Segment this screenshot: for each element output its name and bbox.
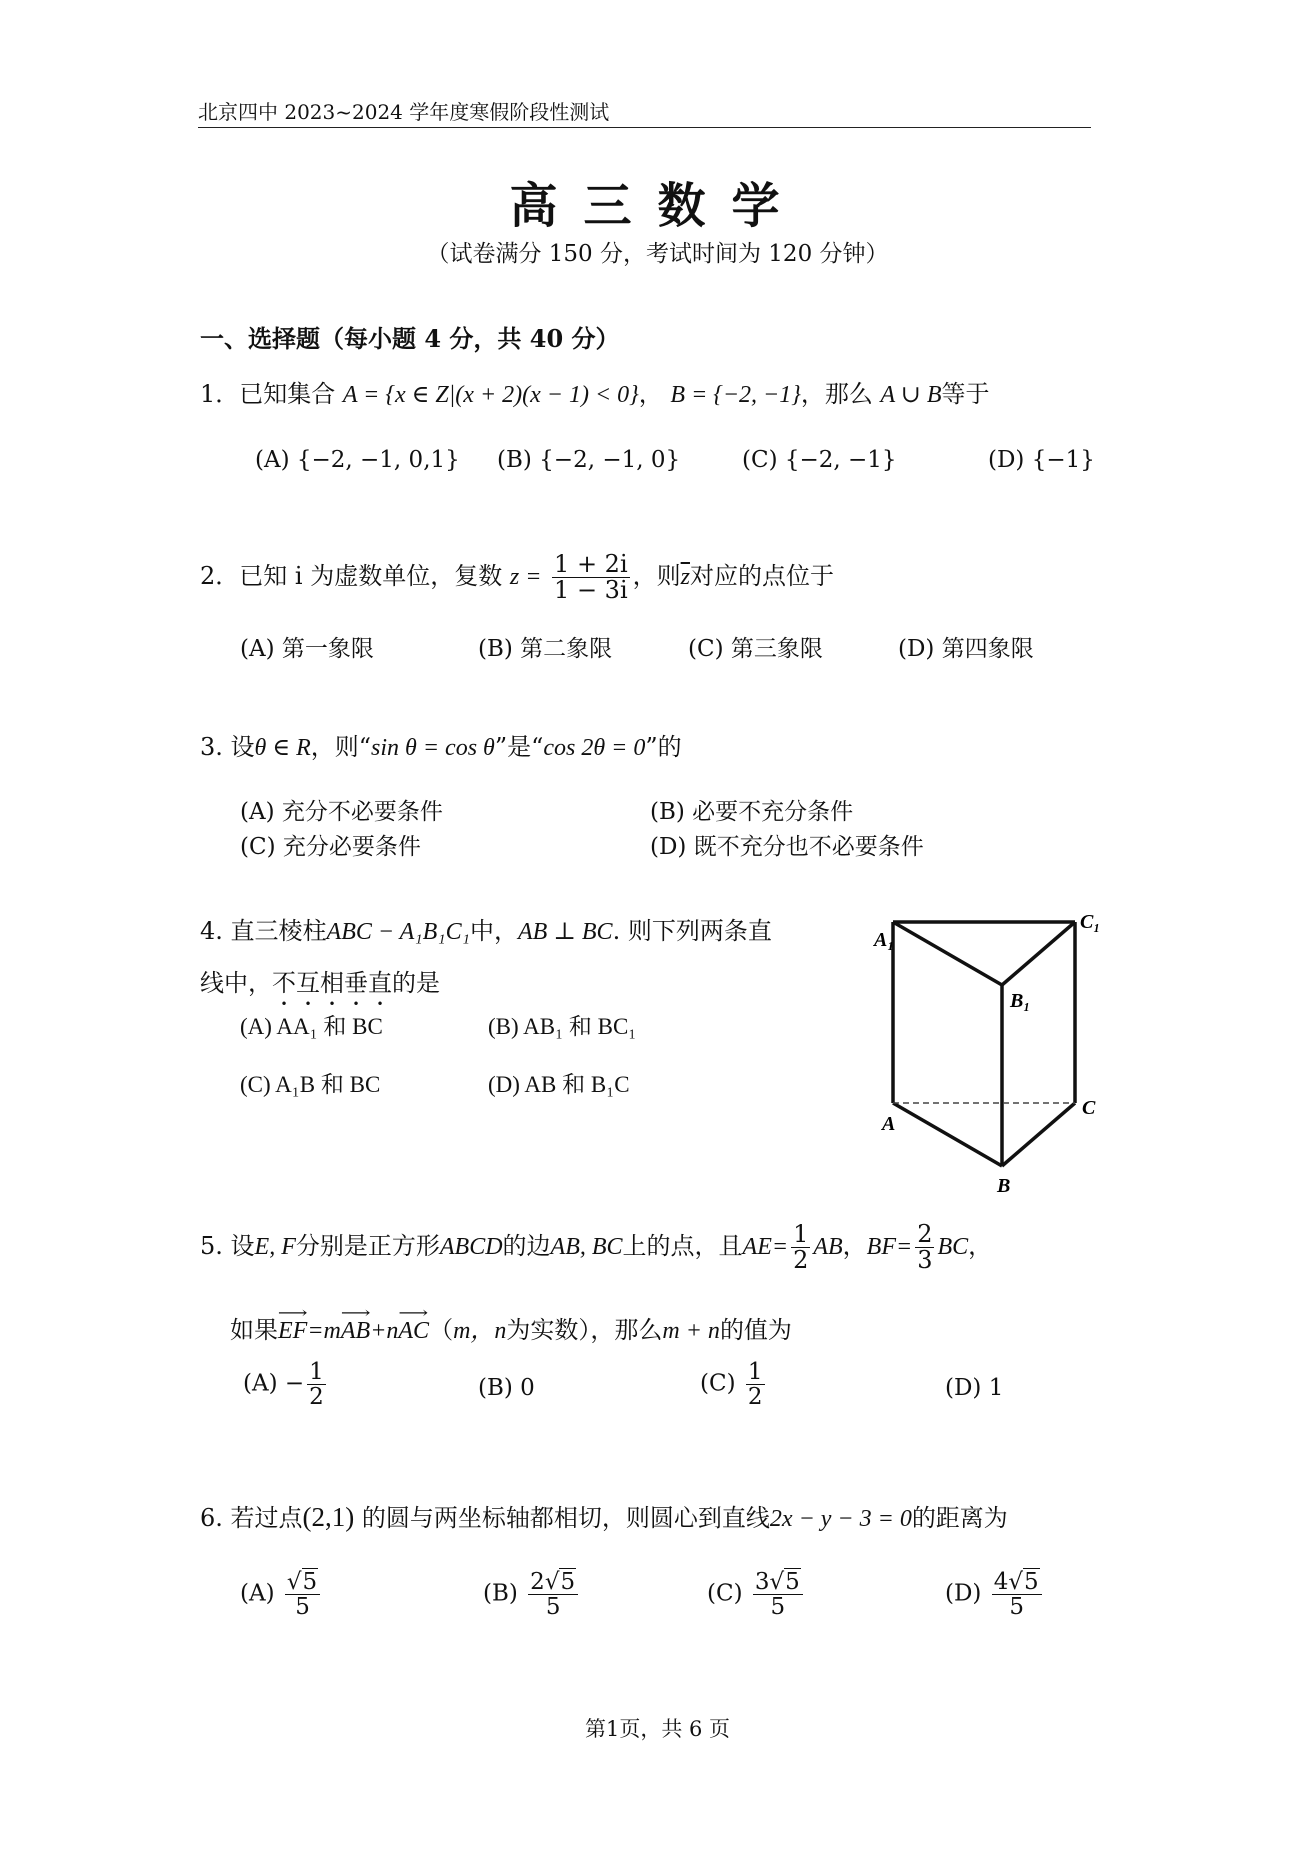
question-text: ”是“ — [494, 733, 544, 761]
page-title: 高三数学 — [509, 178, 806, 234]
fraction-numerator: 1 — [747, 1359, 763, 1385]
question-6-stem — [200, 1498, 1008, 1533]
fraction-denominator: 5 — [770, 1594, 786, 1621]
segment-bc: BC — [937, 1234, 969, 1261]
option-fraction — [753, 1570, 803, 1619]
prism-edges — [893, 922, 1075, 1166]
option-b: (B) 必要不充分条件 — [650, 799, 854, 825]
question-text: ”的 — [645, 733, 682, 761]
edge-ab — [893, 1103, 1002, 1166]
option-d — [945, 1570, 1045, 1619]
option-d: (D) 既不充分也不必要条件 — [650, 834, 924, 860]
fraction-denominator: 5 — [295, 1594, 310, 1621]
fraction-denominator: 2 — [309, 1384, 324, 1411]
z-equals: z = — [509, 564, 542, 591]
point-coordinates: (2,1) — [302, 1502, 355, 1532]
coefficient: 2 — [530, 1569, 545, 1595]
vertex-label-b: B — [997, 1175, 1011, 1197]
question-text: 等于 — [941, 380, 990, 408]
vertex-label-c: C — [1082, 1097, 1096, 1119]
option-c: (C) 第三象限 — [688, 636, 823, 662]
option-label: (D) — [945, 1580, 982, 1607]
question-text: 的值为 — [719, 1316, 792, 1344]
sum-expression: m + n — [662, 1318, 720, 1344]
emphasized-text: 不互相垂直 — [272, 969, 392, 997]
condition-2: cos 2θ = 0 — [543, 735, 646, 761]
edge-bc — [1002, 1103, 1075, 1166]
option-fraction — [307, 1360, 326, 1409]
ae-expression: AE= — [742, 1234, 789, 1261]
option-d: (D) AB 和 B₁C — [488, 1072, 630, 1097]
perpendicular-condition: AB ⊥ BC — [518, 919, 613, 945]
fraction-numerator: 3√5 — [753, 1570, 803, 1595]
fraction-denominator: 2 — [793, 1246, 809, 1275]
fraction-denominator: 5 — [1009, 1594, 1024, 1621]
question-3-stem — [200, 727, 682, 762]
fraction-numerator: 4√5 — [992, 1570, 1042, 1595]
page-header: 北京四中 2023~2024 学年度寒假阶段性测试 — [198, 100, 610, 124]
prism-name: ABC − A₁B₁C₁ — [326, 919, 470, 945]
punctuation: ， — [638, 380, 663, 408]
edge-a1b1 — [893, 922, 1002, 985]
fraction-denominator: 2 — [747, 1384, 763, 1411]
question-text: ，那么 — [800, 380, 873, 408]
fraction-two-thirds — [915, 1222, 934, 1273]
variables-mn: m，n — [453, 1318, 507, 1344]
question-number: 3. — [200, 733, 223, 761]
fraction-denominator: 1 − 3i — [554, 576, 628, 605]
square-name: ABCD — [439, 1234, 503, 1261]
option-label: (B) — [483, 1580, 518, 1607]
question-text: 分别是正方形 — [295, 1232, 440, 1261]
question-text: 上的点，且 — [622, 1232, 743, 1261]
option-a — [240, 1570, 323, 1619]
question-text: 如果 — [230, 1316, 278, 1344]
fraction-denominator: 3 — [917, 1246, 933, 1275]
radicand: 5 — [1024, 1569, 1039, 1595]
radicand: 5 — [302, 1569, 318, 1595]
vertex-label-b1: B₁ — [1010, 990, 1031, 1012]
option-c: (C) {−2, −1} — [742, 447, 897, 473]
option-label: (C) — [700, 1370, 736, 1397]
question-number: 2． — [200, 562, 240, 591]
vector-equation: =m — [307, 1318, 341, 1344]
exam-info: （试卷满分 150 分，考试时间为 120 分钟） — [426, 241, 889, 267]
option-c: (C) A₁B 和 BC — [240, 1072, 381, 1097]
fraction-numerator: 1 + 2i — [554, 550, 628, 578]
vertex-label-a1: A₁ — [874, 929, 895, 951]
option-a: (A) 第一象限 — [240, 636, 374, 662]
option-b: (B) {−2, −1, 0} — [497, 447, 681, 473]
union-expression: A ∪ B — [880, 382, 942, 408]
option-label: (A) — [243, 1370, 278, 1397]
option-a: (A) AA₁ 和 BC — [240, 1014, 383, 1039]
question-text: ，则“ — [310, 733, 372, 761]
minus-sign: − — [284, 1370, 305, 1397]
points-ef: E, F — [254, 1234, 296, 1261]
vertex-label-a: A — [882, 1113, 896, 1135]
option-fraction — [528, 1570, 578, 1619]
option-b: (B) AB₁ 和 BC₁ — [488, 1014, 637, 1039]
question-text: 的圆与两坐标轴都相切，则圆心到直线 — [361, 1504, 770, 1532]
fraction-numerator: √5 — [285, 1570, 320, 1595]
option-label: (C) — [707, 1580, 743, 1607]
question-text: 为实数），那么 — [506, 1316, 663, 1344]
header-rule — [198, 127, 1091, 128]
question-text: 的距离为 — [911, 1504, 1008, 1532]
vector-ef: ⟶ EF — [278, 1318, 307, 1345]
prism-figure — [860, 900, 1110, 1200]
question-text: 设 — [230, 1232, 255, 1261]
option-d: (D) 第四象限 — [898, 636, 1034, 662]
option-d: (D) 1 — [945, 1375, 1004, 1401]
coefficient: 3 — [754, 1569, 770, 1595]
option-b: (B) 0 — [478, 1375, 535, 1401]
option-d: (D) {−1} — [988, 447, 1095, 473]
vector-equation: +n — [370, 1318, 399, 1344]
punctuation: ， — [842, 1232, 867, 1261]
condition-1: sin θ = cos θ — [371, 735, 495, 761]
question-text: 已知 i 为虚数单位，复数 — [239, 562, 503, 591]
question-4-stem — [200, 911, 772, 946]
option-c — [707, 1570, 806, 1619]
question-number: 6. — [200, 1504, 223, 1532]
radicand: 5 — [785, 1569, 800, 1595]
side-names: AB, BC — [550, 1234, 623, 1261]
question-text: （ — [429, 1316, 454, 1344]
page-footer: 第1页，共 6 页 — [584, 1717, 731, 1741]
question-4-line-2 — [200, 963, 440, 1011]
complex-fraction — [552, 552, 630, 603]
vector-ac: ⟶ AC — [398, 1318, 429, 1345]
question-text: 设 — [230, 733, 255, 761]
option-a: (A) {−2, −1, 0,1} — [255, 447, 460, 473]
question-5-line-2 — [230, 1310, 792, 1345]
question-text: 直三棱柱 — [230, 917, 327, 945]
vector-ab: ⟶ AB — [341, 1318, 370, 1345]
option-fraction — [285, 1570, 320, 1619]
segment-ab: AB — [813, 1234, 843, 1261]
option-c: (C) 充分必要条件 — [240, 834, 421, 860]
question-5-stem — [200, 1222, 992, 1273]
question-text: 已知集合 — [239, 380, 336, 408]
question-text: 对应的点位于 — [689, 562, 834, 591]
fraction-numerator: 2 — [917, 1220, 933, 1248]
theta-in-r: θ ∈ R — [254, 735, 311, 761]
fraction-denominator: 5 — [545, 1594, 561, 1621]
radicand: 5 — [560, 1569, 576, 1595]
edge-b1c1 — [1002, 922, 1075, 985]
question-number: 5. — [200, 1232, 223, 1261]
z-conjugate: $\overline{z}$ — [680, 564, 690, 591]
question-text: 若过点 — [230, 1504, 303, 1532]
option-fraction — [746, 1360, 765, 1409]
question-text: 的边 — [502, 1232, 551, 1261]
set-b-expression: B = {−2, −1} — [670, 382, 801, 408]
coefficient: 4 — [993, 1569, 1009, 1595]
fraction-numerator: 1 — [793, 1220, 809, 1248]
fraction-numerator: 1 — [309, 1359, 324, 1385]
line-equation: 2x − y − 3 = 0 — [769, 1506, 912, 1532]
punctuation: ， — [968, 1232, 993, 1261]
question-text: 中， — [470, 917, 518, 945]
option-c — [700, 1360, 768, 1409]
section-heading: 一、选择题（每小题 4 分，共 40 分） — [200, 324, 620, 353]
fraction-one-half — [791, 1222, 810, 1273]
option-fraction — [992, 1570, 1042, 1619]
question-2-stem — [200, 552, 834, 603]
question-1-stem — [200, 374, 990, 409]
question-text: 线中， — [200, 969, 272, 997]
option-label: (A) — [240, 1580, 275, 1607]
option-a: (A) 充分不必要条件 — [240, 799, 443, 825]
option-b — [483, 1570, 581, 1619]
set-a-expression: A = {x ∈ Z|(x + 2)(x − 1) < 0} — [342, 382, 639, 408]
question-number: 1． — [200, 380, 240, 408]
bf-expression: BF= — [866, 1234, 913, 1261]
question-text: . 则下列两条直 — [612, 917, 772, 945]
fraction-numerator: 2√5 — [528, 1570, 578, 1595]
option-a — [243, 1360, 329, 1409]
vertex-label-c1: C₁ — [1080, 911, 1101, 933]
question-text: 的是 — [392, 969, 440, 997]
option-b: (B) 第二象限 — [478, 636, 613, 662]
question-number: 4. — [200, 917, 223, 945]
question-text: ，则 — [632, 562, 681, 591]
